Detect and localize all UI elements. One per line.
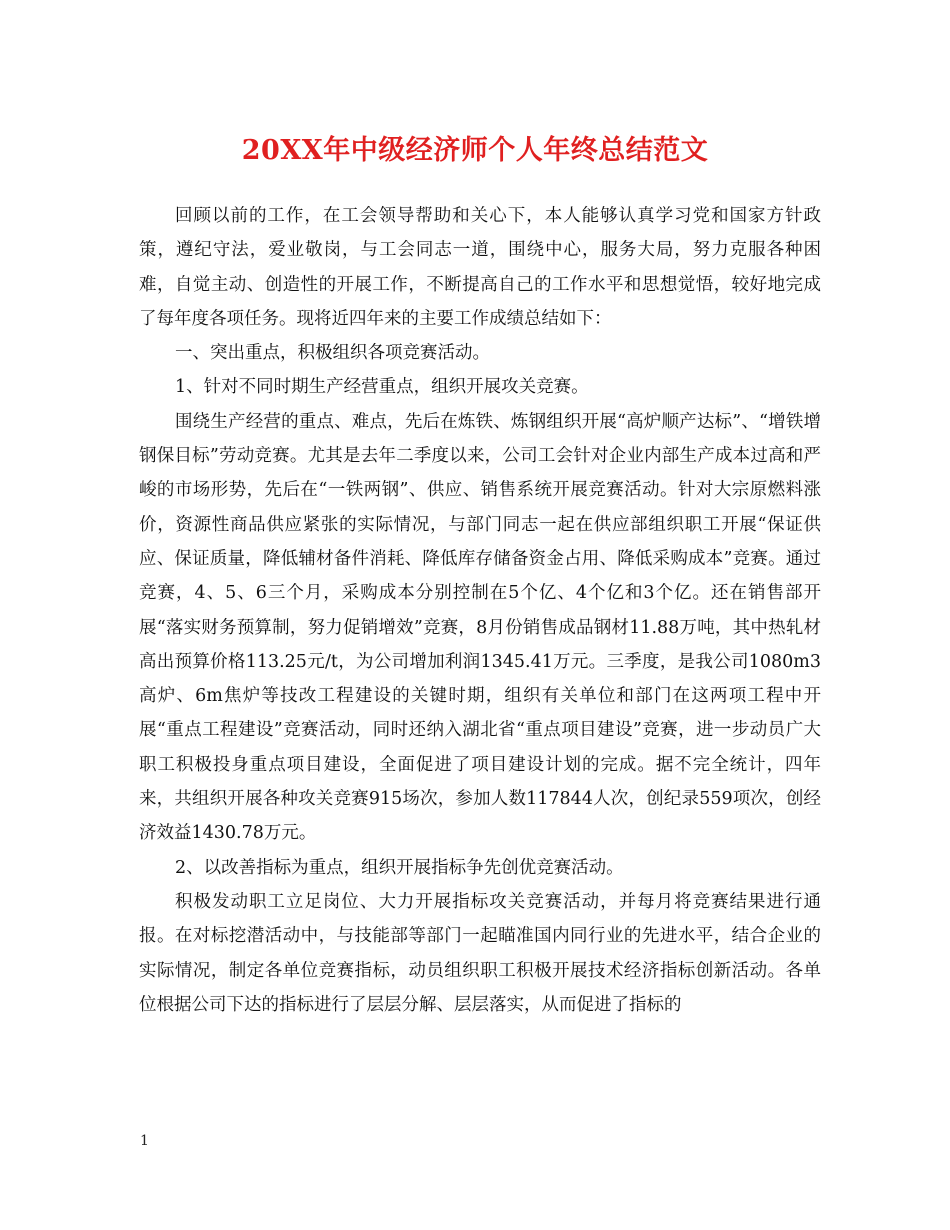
document-title: 20XX年中级经济师个人年终总结范文 (241, 135, 709, 166)
paragraph: 积极发动职工立足岗位、大力开展指标攻关竞赛活动，并每月将竞赛结果进行通报。在对标挖潜活动中，与技能部等部门一起瞄准国内同行业的先进水平，结合企业的实际情况，制定各单位竞赛指标，动员组织职工积极开展技术经济指标创新活动。各单位根据公司下达的指标进行了层层分解、层层落实，从而促进了指标的 (139, 891, 821, 1015)
paragraph: 回顾以前的工作，在工会领导帮助和关心下，本人能够认真学习党和国家方针政策，遵纪守法，爱业敬岗，与工会同志一道，围绕中心，服务大局，努力克服各种困难，自觉主动、创造性的开展工作，不断提高自己的工作水平和思想觉悟，较好地完成了每年度各项任务。现将近四年来的主要工作成绩总结如下： (139, 206, 821, 329)
subsection-heading: 1、针对不同时期生产经营重点，组织开展攻关竞赛。 (175, 377, 589, 398)
page-number: 1 (140, 1133, 149, 1149)
section-heading: 一、突出重点，积极组织各项竞赛活动。 (175, 343, 490, 364)
document-body (139, 199, 821, 1022)
paragraph: 围绕生产经营的重点、难点，先后在炼铁、炼钢组织开展“高炉顺产达标”、“增铁增钢保目标”劳动竞赛。尤其是去年二季度以来，公司工会针对企业内部生产成本过高和严峻的市场形势，先后在“一铁两钢”、供应、销售系统开展竞赛活动。针对大宗原燃料涨价，资源性商品供应紧张的实际情况，与部门同志一起在供应部组织职工开展“保证供应、保证质量，降低辅材备件消耗、降低库存储备资金占用、降低采购成本”竞赛。通过竞赛，4、5、6三个月，采购成本分别控制在5个亿、4个亿和3个亿。还在销售部开展“落实财务预算制，努力促销增效”竞赛，8月份销售成品钢材11.88万吨，其中热轧材高出预算价格113.25元/t，为公司增加利润1345.41万元。三季度，是我公司1080m3高炉、6m焦炉等技改工程建设的关键时期，组织有关单位和部门在这两项工程中开展“重点工程建设”竞赛活动，同时还纳入湖北省“重点项目建设”竞赛，进一步动员广大职工积极投身重点项目建设，全面促进了项目建设计划的完成。据不完全统计，四年来，共组织开展各种攻关竞赛915场次，参加人数117844人次，创纪录559项次，创经济效益1430.78万元。 (139, 411, 821, 844)
subsection-heading: 2、以改善指标为重点，组织开展指标争先创优竞赛活动。 (175, 857, 624, 878)
